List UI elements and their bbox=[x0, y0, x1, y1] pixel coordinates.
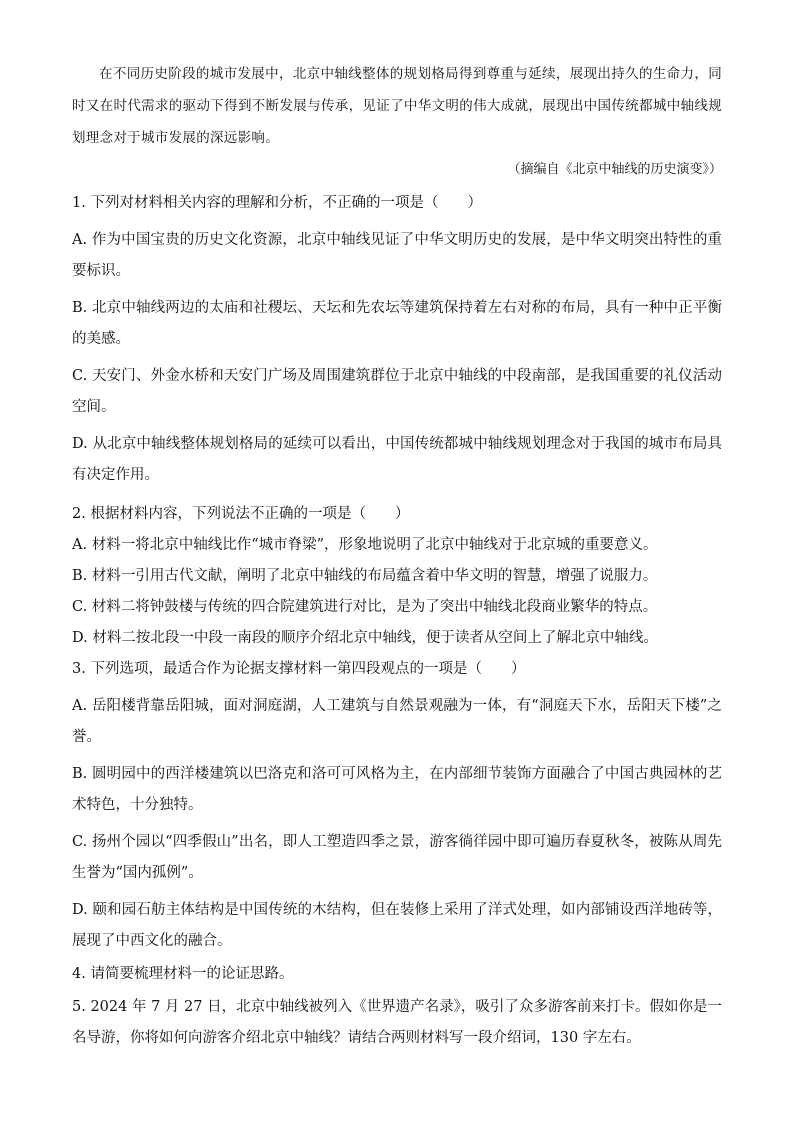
option-a: A. 材料一将北京中轴线比作“城市脊梁”，形象地说明了北京中轴线对于北京城的重要意义。 bbox=[72, 537, 658, 553]
option-b: B. 北京中轴线两边的太庙和社稷坛、天坛和先农坛等建筑保持着左右对称的布局，具有一种中正平衡的美感。 bbox=[72, 300, 722, 347]
option-b: B. 材料一引用古代文献，阐明了北京中轴线的布局蕴含着中华文明的智慧，增强了说服力。 bbox=[72, 568, 658, 584]
option-b: B. 圆明园中的西洋楼建筑以巴洛克和洛可可风格为主，在内部细节装饰方面融合了中国古典园林的艺术特色，十分独特。 bbox=[72, 766, 722, 813]
option-d: D. 从北京中轴线整体规划格局的延续可以看出，中国传统都城中轴线规划理念对于我国的城市布局具有决定作用。 bbox=[72, 436, 722, 483]
option-a: A. 岳阳楼背靠岳阳城，面对洞庭湖，人工建筑与自然景观融为一体，有“洞庭天下水，岳阳天下楼”之誉。 bbox=[72, 698, 722, 745]
option-c: C. 天安门、外金水桥和天安门广场及周围建筑群位于北京中轴线的中段南部，是我国重要的礼仪活动空间。 bbox=[72, 368, 722, 415]
question-stem: 5. 2024 年 7 月 27 日，北京中轴线被列入《世界遗产名录》，吸引了众多游客前来打卡。假如你是一名导游，你将如何向游客介绍北京中轴线？请结合两则材料写一段介绍词，130 字左右。 bbox=[72, 999, 722, 1046]
question-1 bbox=[72, 188, 722, 491]
passage-source: （摘编自《北京中轴线的历史演变》） bbox=[507, 162, 722, 177]
option-d: D. 材料二按北段一中段一南段的顺序介绍北京中轴线，便于读者从空间上了解北京中轴线。 bbox=[72, 630, 658, 646]
question-5 bbox=[72, 992, 722, 1054]
question-3 bbox=[72, 654, 722, 957]
option-c: C. 扬州个园以“四季假山”出名，即人工塑造四季之景，游客徜徉园中即可遍历春夏秋冬，被陈从周先生誉为“国内孤例”。 bbox=[72, 834, 722, 881]
question-stem: 3. 下列选项，最适合作为论据支撑材料一第四段观点的一项是（ ） bbox=[72, 661, 526, 677]
question-stem: 1. 下列对材料相关内容的理解和分析，不正确的一项是（ ） bbox=[72, 195, 482, 211]
question-2 bbox=[72, 499, 722, 654]
option-a: A. 作为中国宝贵的历史文化资源，北京中轴线见证了中华文明历史的发展，是中华文明突出特性的重要标识。 bbox=[72, 232, 722, 279]
document-page bbox=[72, 58, 722, 1054]
option-c: C. 材料二将钟鼓楼与传统的四合院建筑进行对比，是为了突出中轴线北段商业繁华的特点。 bbox=[72, 599, 658, 615]
passage-paragraph: 在不同历史阶段的城市发展中，北京中轴线整体的规划格局得到尊重与延续，展现出持久的生命力，同时又在时代需求的驱动下得到不断发展与传承，见证了中华文明的伟大成就，展现出中国传统都城中轴线规划理念对于城市发展的深远影响。 bbox=[72, 66, 722, 146]
option-d: D. 颐和园石舫主体结构是中国传统的木结构，但在装修上采用了洋式处理，如内部铺设西洋地砖等，展现了中西文化的融合。 bbox=[72, 902, 722, 949]
question-4 bbox=[72, 959, 722, 990]
question-stem: 4. 请简要梳理材料一的论证思路。 bbox=[72, 966, 294, 982]
question-stem: 2. 根据材料内容，下列说法不正确的一项是（ ） bbox=[72, 506, 410, 522]
